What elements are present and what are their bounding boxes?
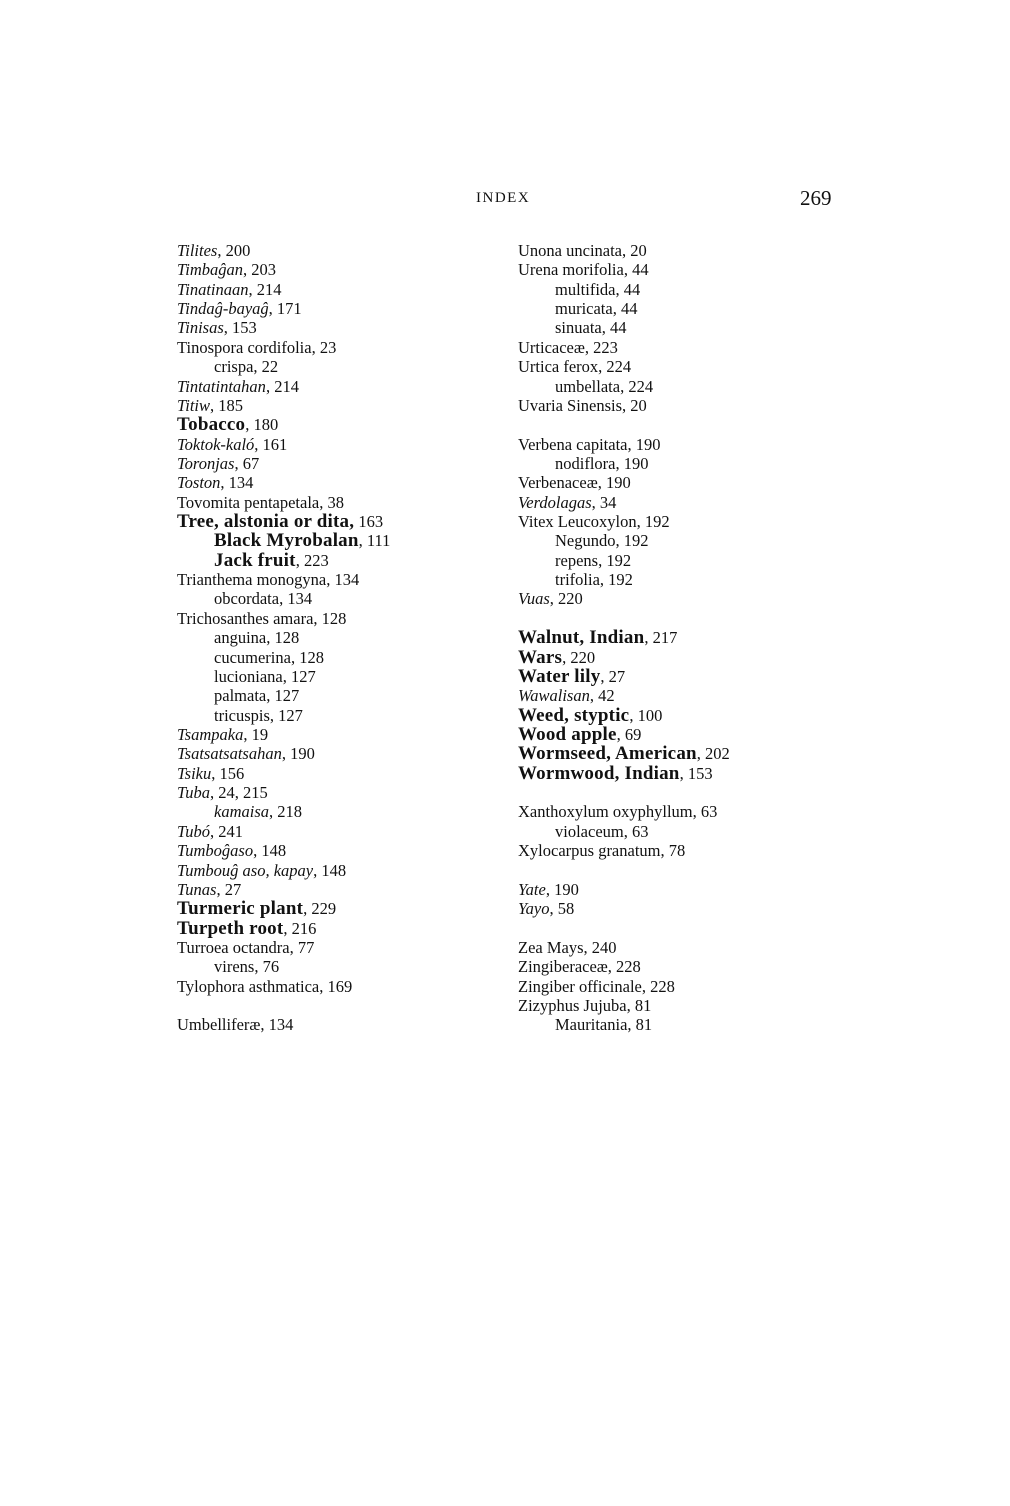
index-entry [518, 938, 730, 957]
entry-term: Tintatintahan [177, 376, 266, 396]
index-entry [177, 919, 390, 938]
entry-pages: , 169 [319, 976, 353, 996]
index-subentry [177, 531, 390, 550]
entry-term: Zingiberaceæ [518, 957, 608, 977]
entry-term: Tumbouĝ aso, kapay [177, 860, 314, 880]
index-entry [518, 957, 730, 976]
entry-pages: , 128 [290, 647, 324, 667]
index-subentry [177, 648, 390, 667]
entry-term: palmata [214, 686, 267, 706]
entry-pages: , 81 [626, 996, 652, 1016]
entry-pages: , 220 [549, 589, 583, 609]
entry-pages: , 223 [584, 337, 618, 357]
entry-term: muricata [555, 299, 613, 319]
entry-pages: , 228 [641, 976, 675, 996]
entry-term: repens [555, 550, 599, 570]
entry-term: Black Myrobalan [214, 530, 359, 552]
index-subentry [177, 357, 390, 376]
entry-pages: , 200 [217, 241, 251, 260]
entry-term: Verbenaceæ [518, 473, 598, 493]
entry-term: umbellata [555, 376, 621, 396]
entry-pages: , 224 [620, 376, 654, 396]
index-subentry [518, 318, 730, 337]
entry-pages: , 63 [692, 802, 718, 822]
index-entry [518, 667, 730, 686]
entry-term: Umbelliferæ [177, 1015, 261, 1035]
entry-pages: , 134 [279, 589, 313, 609]
entry-pages: , 20 [622, 241, 647, 260]
entry-term: Tobacco [177, 414, 246, 436]
entry-pages: , 192 [599, 570, 633, 590]
entry-term: Verdolagas [518, 492, 592, 512]
entry-term: Tinospora cordifolia [177, 337, 312, 357]
index-entry [177, 512, 390, 531]
index-column-left [177, 241, 390, 1035]
entry-pages: , 134 [326, 570, 360, 590]
entry-term: Tovomita pentapetala [177, 492, 320, 512]
index-entry [518, 686, 730, 705]
entry-pages: , 190 [615, 453, 649, 473]
entry-term: Tumboĝaso [177, 841, 254, 861]
entry-pages: , 134 [220, 473, 254, 493]
running-header-title: INDEX [476, 190, 531, 206]
entry-pages: , 229 [303, 899, 337, 919]
entry-pages: , 23 [311, 337, 337, 357]
index-entry [518, 241, 730, 260]
entry-pages: , 44 [623, 260, 649, 280]
index-entry [518, 880, 730, 899]
entry-term: tricuspis [214, 705, 270, 725]
index-entry [177, 299, 390, 318]
entry-pages: , 77 [289, 937, 315, 957]
index-entry [518, 512, 730, 531]
entry-term: Vitex Leucoxylon [518, 512, 637, 532]
entry-term: Urena morifolia [518, 260, 624, 280]
entry-term: Unona uncinata [518, 241, 623, 260]
entry-pages: , 128 [266, 628, 300, 648]
entry-term: Turroea octandra [177, 937, 290, 957]
entry-pages: , 185 [210, 395, 244, 415]
entry-pages: , 148 [313, 860, 347, 880]
entry-pages: , 202 [696, 744, 730, 764]
entry-term: Tsatsatsatsahan [177, 744, 282, 764]
entry-pages: , 24, 215 [210, 783, 268, 803]
index-subentry [518, 280, 730, 299]
index-entry [177, 744, 390, 763]
index-entry [518, 764, 730, 783]
entry-term: Tylophora asthmatica [177, 976, 320, 996]
entry-term: Tubó [177, 821, 211, 841]
entry-term: Tsiku [177, 763, 212, 783]
entry-term: violaceum [555, 821, 624, 841]
index-entry [177, 880, 390, 899]
entry-term: Wormwood, Indian [518, 762, 680, 784]
entry-pages: , 128 [313, 608, 347, 628]
index-entry [518, 260, 730, 279]
entry-pages: , 111 [358, 531, 391, 551]
entry-pages: , 190 [281, 744, 315, 764]
entry-pages: , 190 [627, 434, 661, 454]
index-entry [177, 396, 390, 415]
entry-pages: , 153 [679, 763, 713, 783]
entry-term: Tinatinaan [177, 279, 249, 299]
entry-term: Toktok-kaló [177, 434, 255, 454]
index-entry [177, 861, 390, 880]
entry-term: Tsampaka [177, 724, 244, 744]
entry-term: Titiw [177, 395, 211, 415]
entry-term: Tilites [177, 241, 218, 260]
index-entry [518, 473, 730, 492]
entry-pages: , 218 [269, 802, 302, 822]
index-entry [177, 454, 390, 473]
entry-pages: , 171 [268, 299, 302, 319]
index-entry [177, 415, 390, 434]
entry-term: Tree, alstonia or dita, [177, 511, 355, 533]
entry-term: sinuata [555, 318, 602, 338]
entry-term: Wawalisan [518, 686, 590, 706]
entry-pages: , 44 [612, 299, 638, 319]
entry-term: Tuba [177, 783, 211, 803]
index-subentry [518, 531, 730, 550]
index-subentry [177, 551, 390, 570]
index-subentry [177, 667, 390, 686]
index-entry [518, 977, 730, 996]
entry-pages: , 224 [598, 357, 632, 377]
index-subentry [177, 686, 390, 705]
entry-pages: , 214 [248, 279, 282, 299]
index-entry [518, 841, 730, 860]
entry-pages: , 161 [254, 434, 288, 454]
entry-term: Wars [518, 646, 563, 668]
entry-pages: , 27 [600, 666, 626, 686]
entry-pages: , 153 [223, 318, 257, 338]
entry-pages: , 192 [636, 512, 670, 532]
entry-pages: , 240 [583, 937, 617, 957]
index-entry [518, 744, 730, 763]
entry-pages: , 214 [265, 376, 299, 396]
entry-term: Negundo [555, 531, 616, 551]
index-entry [518, 899, 730, 918]
entry-pages: , 44 [615, 279, 641, 299]
entry-pages: , 44 [601, 318, 627, 338]
index-entry [177, 318, 390, 337]
entry-pages: , 190 [597, 473, 631, 493]
entry-term: Yate [518, 879, 546, 899]
entry-pages: , 42 [589, 686, 615, 706]
index-entry [177, 938, 390, 957]
index-subentry [518, 299, 730, 318]
index-entry [177, 783, 390, 802]
index-subentry [177, 706, 390, 725]
index-entry [177, 899, 390, 918]
entry-term: anguina [214, 628, 267, 648]
entry-term: Timbaĝan [177, 260, 244, 280]
entry-term: crispa [214, 357, 254, 377]
index-subentry [177, 628, 390, 647]
entry-term: trifolia [555, 570, 600, 590]
entry-pages: , 216 [283, 918, 317, 938]
index-entry [177, 280, 390, 299]
entry-pages: , 127 [269, 705, 303, 725]
entry-term: Turmeric plant [177, 898, 304, 920]
index-entry [177, 841, 390, 860]
index-entry [177, 1015, 390, 1034]
index-entry [518, 648, 730, 667]
entry-term: multifida [555, 279, 616, 299]
index-entry [518, 357, 730, 376]
entry-term: Walnut, Indian [518, 627, 645, 649]
entry-term: Toston [177, 473, 221, 493]
index-entry [177, 435, 390, 454]
index-entry [518, 338, 730, 357]
index-entry [518, 493, 730, 512]
entry-term: obcordata [214, 589, 280, 609]
entry-pages: , 58 [549, 899, 575, 919]
entry-pages: , 27 [216, 879, 242, 899]
index-entry [177, 977, 390, 996]
entry-pages: , 190 [545, 879, 579, 899]
index-subentry [518, 570, 730, 589]
index-subentry [518, 454, 730, 473]
entry-pages: , 20 [622, 395, 647, 415]
entry-pages: , 228 [607, 957, 641, 977]
index-entry [177, 493, 390, 512]
entry-term: Uvaria Sinensis [518, 395, 623, 415]
entry-term: Trichosanthes amara [177, 608, 314, 628]
index-subentry [177, 957, 390, 976]
entry-pages: , 156 [211, 763, 245, 783]
entry-term: Tindaĝ-bayaĝ [177, 299, 269, 319]
index-subentry [518, 377, 730, 396]
entry-pages: , 69 [616, 724, 642, 744]
entry-pages: , 220 [562, 647, 596, 667]
index-entry [518, 396, 730, 415]
entry-pages: , 241 [210, 821, 244, 841]
entry-pages: , 192 [598, 550, 632, 570]
entry-pages: , 134 [260, 1015, 294, 1035]
entry-pages: , 19 [243, 724, 269, 744]
entry-pages: , 203 [243, 260, 277, 280]
entry-term: Turpeth root [177, 917, 284, 939]
entry-term: Weed, styptic [518, 704, 630, 726]
entry-term: Jack fruit [214, 549, 296, 571]
entry-term: Vuas [518, 589, 550, 609]
index-entry [518, 589, 730, 608]
entry-term: Wormseed, American [518, 743, 697, 765]
index-entry [518, 725, 730, 744]
entry-pages: , 63 [623, 821, 649, 841]
entry-term: virens [214, 957, 255, 977]
index-entry [177, 241, 390, 260]
entry-term: Toronjas [177, 453, 235, 473]
entry-term: Urticaceæ [518, 337, 585, 357]
index-entry [177, 377, 390, 396]
entry-pages: , 78 [660, 841, 686, 861]
entry-term: Tunas [177, 879, 217, 899]
entry-pages: , 180 [245, 415, 279, 435]
entry-term: Tinisas [177, 318, 224, 338]
entry-term: Zizyphus Jujuba [518, 996, 627, 1016]
index-subentry [518, 822, 730, 841]
entry-pages: , 127 [266, 686, 300, 706]
entry-term: Mauritania [555, 1015, 628, 1035]
entry-term: Yayo [518, 899, 550, 919]
index-entry [518, 628, 730, 647]
entry-pages: , 217 [644, 628, 678, 648]
entry-pages: , 127 [282, 666, 316, 686]
entry-pages: , 38 [319, 492, 344, 512]
entry-term: Xylocarpus granatum [518, 841, 661, 861]
entry-term: Wood apple [518, 723, 617, 745]
index-entry [518, 996, 730, 1015]
index-entry [177, 570, 390, 589]
entry-term: lucioniana [214, 666, 283, 686]
index-column-right [518, 241, 730, 1035]
page-number: 269 [800, 186, 832, 210]
index-subentry [518, 551, 730, 570]
index-entry [177, 725, 390, 744]
index-entry [177, 609, 390, 628]
entry-term: Zea Mays [518, 937, 584, 957]
entry-pages: , 81 [627, 1015, 653, 1035]
entry-term: cucumerina [214, 647, 291, 667]
entry-term: Urtica ferox [518, 357, 599, 377]
index-subentry [177, 589, 390, 608]
entry-pages: , 76 [254, 957, 280, 977]
index-entry [518, 802, 730, 821]
index-entry [177, 338, 390, 357]
entry-term: nodiflora [555, 453, 616, 473]
entry-pages: , 34 [591, 492, 617, 512]
index-entry [177, 260, 390, 279]
index-subentry [518, 1015, 730, 1034]
entry-term: Water lily [518, 665, 601, 687]
entry-pages: , 67 [234, 453, 260, 473]
entry-term: Zingiber officinale [518, 976, 642, 996]
entry-pages: , 192 [615, 531, 649, 551]
index-entry [177, 473, 390, 492]
index-entry [518, 435, 730, 454]
entry-term: Trianthema monogyna [177, 570, 327, 590]
index-entry [177, 822, 390, 841]
entry-pages: , 22 [253, 357, 279, 377]
index-entry [518, 706, 730, 725]
entry-pages: , 223 [295, 550, 329, 570]
entry-pages: , 148 [253, 841, 287, 861]
entry-pages: 163 [354, 512, 384, 532]
index-entry [177, 764, 390, 783]
entry-term: kamaisa [214, 802, 269, 822]
entry-term: Xanthoxylum oxyphyllum [518, 802, 693, 822]
entry-term: Verbena capitata [518, 434, 628, 454]
entry-pages: , 100 [629, 705, 663, 725]
index-subentry [177, 802, 390, 821]
